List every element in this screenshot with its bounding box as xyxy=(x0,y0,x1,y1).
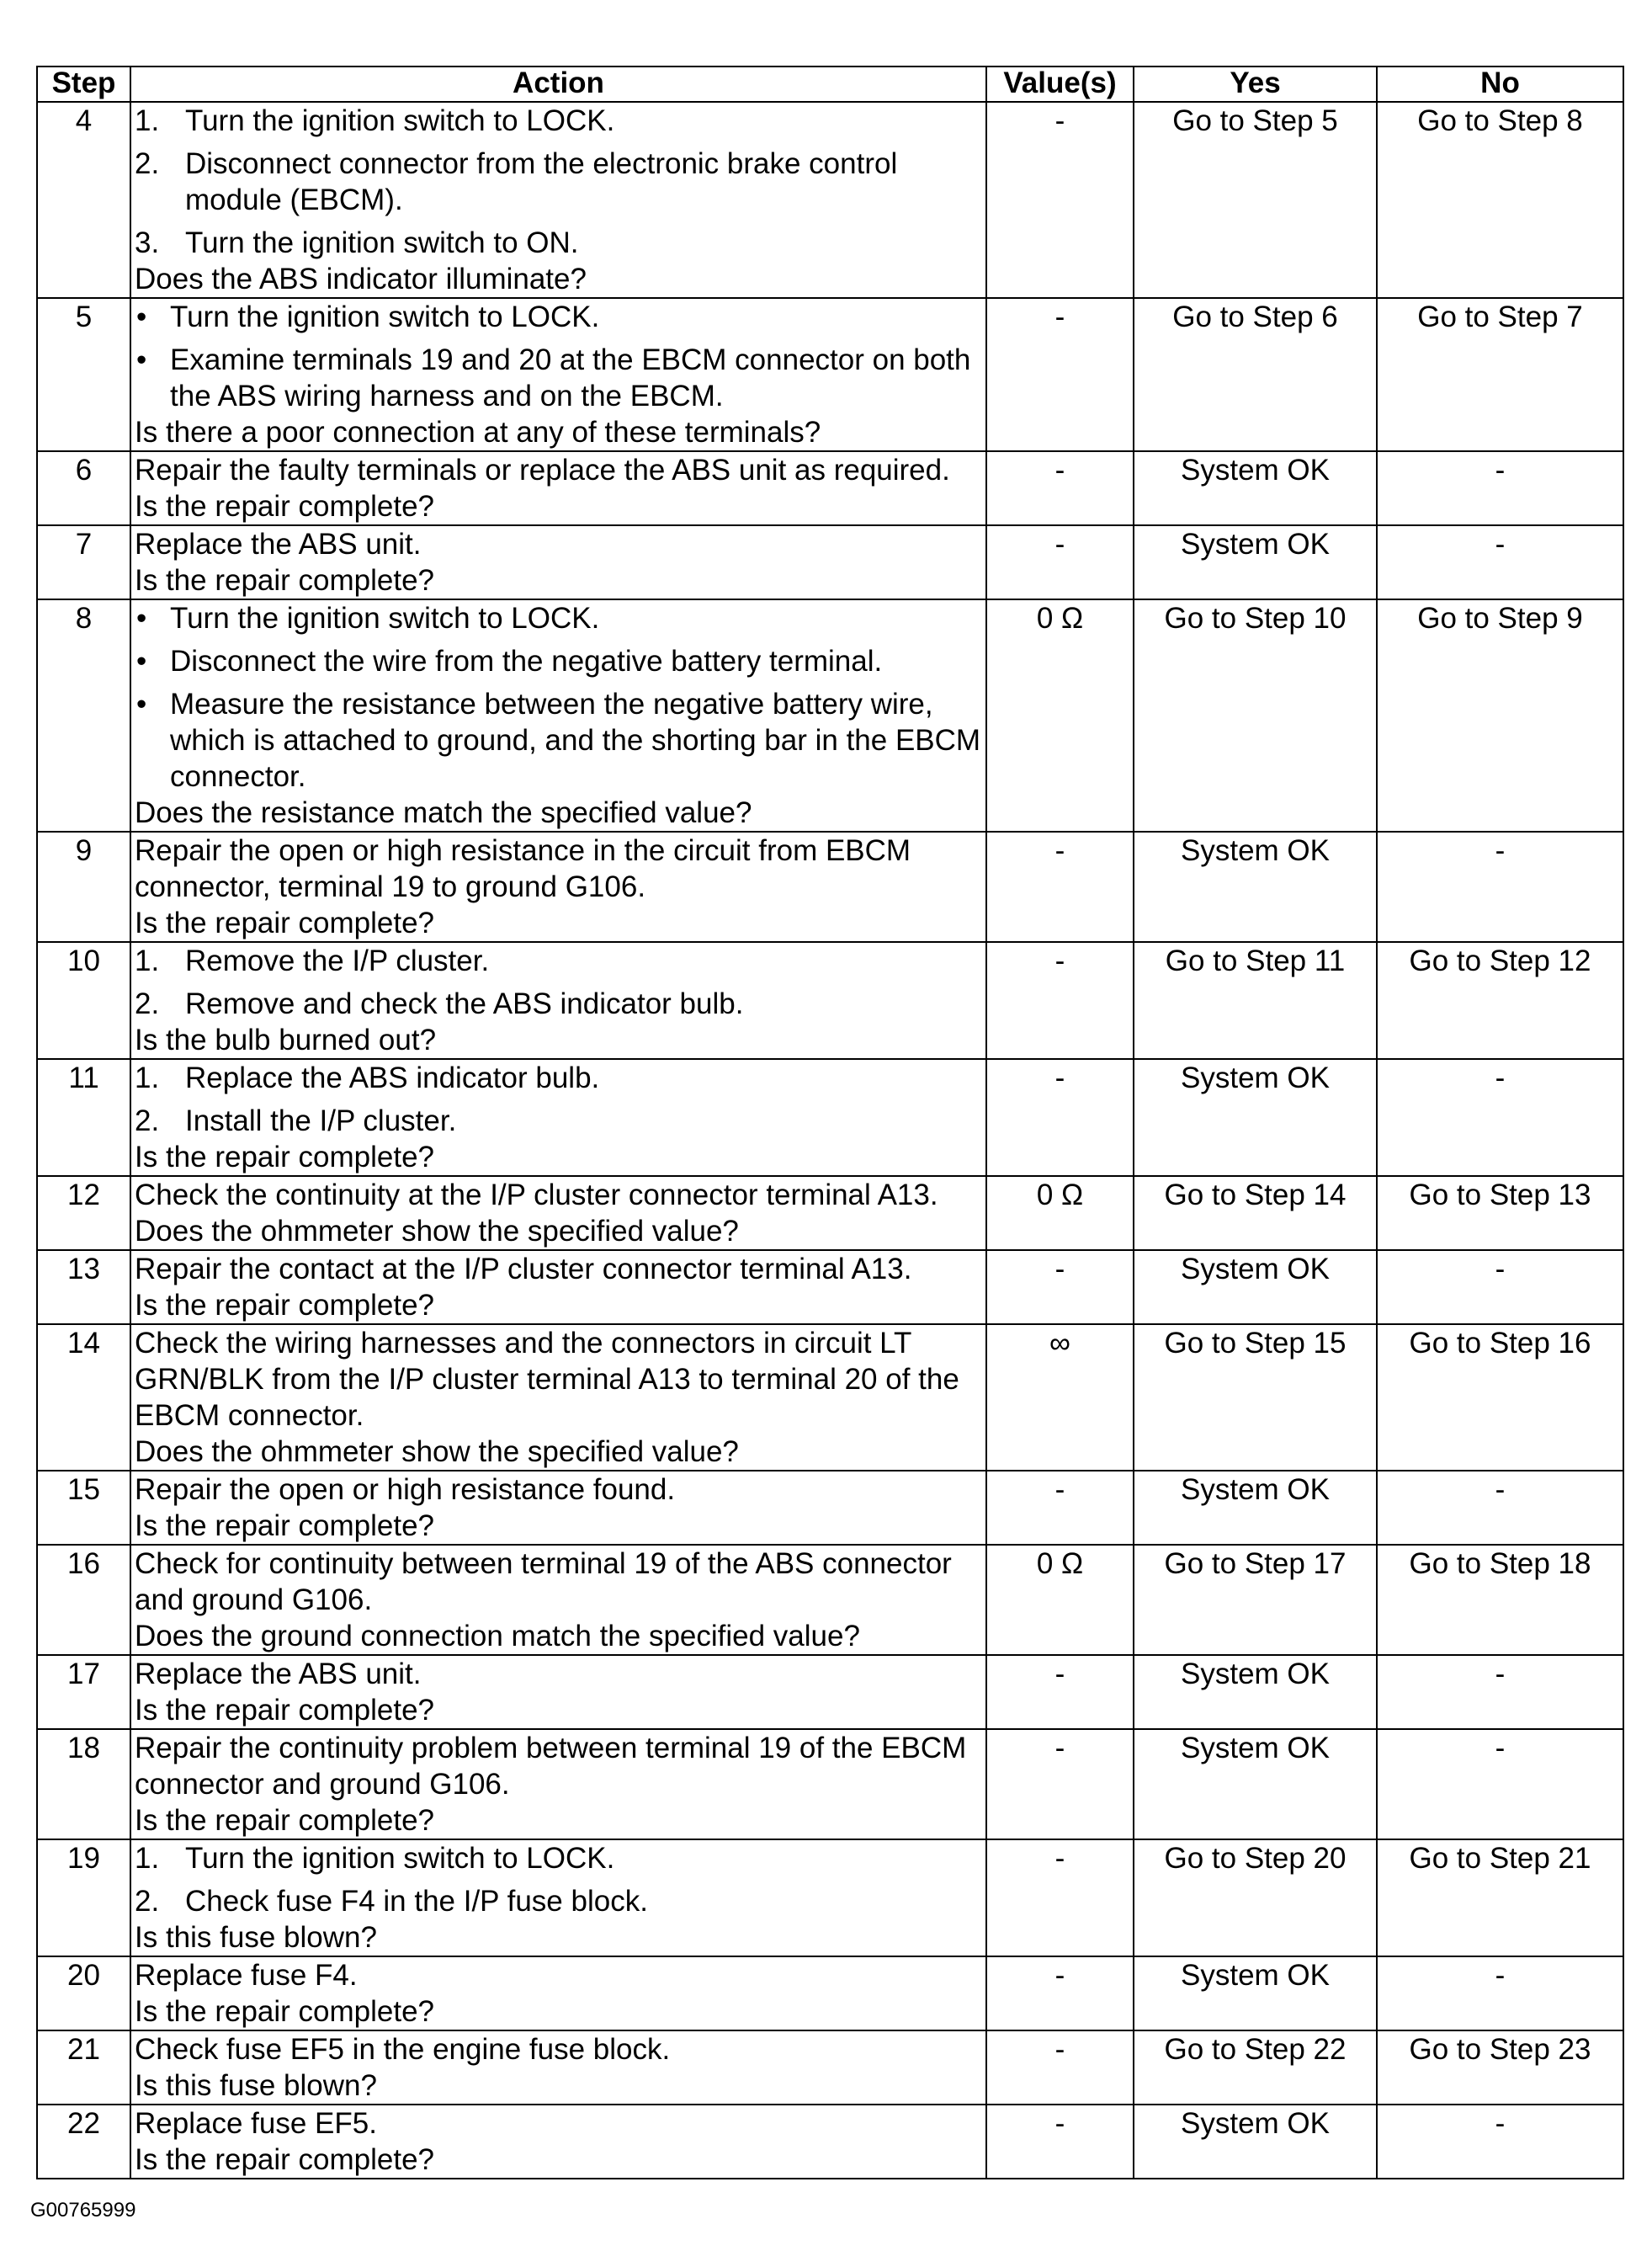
action-cell xyxy=(130,298,986,451)
item-number: 3. xyxy=(135,226,160,259)
header-yes: Yes xyxy=(1134,67,1377,102)
step-number: 18 xyxy=(37,1729,130,1839)
value-cell: 0 Ω xyxy=(986,1545,1134,1655)
action-question: Is the repair complete? xyxy=(135,1289,435,1322)
yes-cell: System OK xyxy=(1134,1729,1377,1839)
action-cell xyxy=(130,2105,986,2179)
table-row xyxy=(37,525,1623,599)
action-cell xyxy=(130,525,986,599)
table-row xyxy=(37,1655,1623,1729)
action-text: Repair the continuity problem between terminal 19 of the EBCM connector and ground G106. xyxy=(135,1732,975,1801)
action-list-item xyxy=(135,1840,982,1876)
value-cell: - xyxy=(986,1839,1134,1956)
table-row xyxy=(37,832,1623,942)
table-row xyxy=(37,451,1623,525)
no-cell: Go to Step 23 xyxy=(1377,2030,1623,2105)
action-question: Is there a poor connection at any of these terminals? xyxy=(135,416,821,449)
action-text: Check the wiring harnesses and the connectors in circuit LT GRN/BLK from the I/P cluster terminal A13 to terminal 20 of the EBCM connector. xyxy=(135,1327,968,1432)
action-question: Does the ohmmeter show the specified value? xyxy=(135,1435,739,1468)
action-cell xyxy=(130,451,986,525)
no-cell: Go to Step 16 xyxy=(1377,1324,1623,1471)
table-row xyxy=(37,102,1623,298)
action-cell xyxy=(130,2030,986,2105)
step-number: 5 xyxy=(37,298,130,451)
no-cell: - xyxy=(1377,2105,1623,2179)
action-cell xyxy=(130,832,986,942)
yes-cell: Go to Step 14 xyxy=(1134,1176,1377,1250)
action-question: Is the bulb burned out? xyxy=(135,1024,437,1056)
step-number: 10 xyxy=(37,942,130,1059)
step-number: 6 xyxy=(37,451,130,525)
action-list-item xyxy=(135,146,982,218)
no-cell: - xyxy=(1377,1729,1623,1839)
yes-cell: System OK xyxy=(1134,1250,1377,1324)
header-values: Value(s) xyxy=(986,67,1134,102)
action-list-item xyxy=(135,342,982,414)
yes-cell: System OK xyxy=(1134,451,1377,525)
step-number: 7 xyxy=(37,525,130,599)
action-item-text: Disconnect connector from the electronic brake control module (EBCM). xyxy=(185,147,898,216)
step-number: 15 xyxy=(37,1471,130,1545)
action-question: Is the repair complete? xyxy=(135,1694,435,1727)
step-number: 13 xyxy=(37,1250,130,1324)
item-number: 1. xyxy=(135,1842,160,1875)
action-list-item xyxy=(135,103,982,139)
action-item-text: Turn the ignition switch to LOCK. xyxy=(170,301,600,333)
action-cell xyxy=(130,1839,986,1956)
action-text: Check for continuity between terminal 19 of the ABS connector and ground G106. xyxy=(135,1547,960,1616)
action-question: Is the repair complete? xyxy=(135,2143,435,2176)
no-cell: Go to Step 18 xyxy=(1377,1545,1623,1655)
item-number: 2. xyxy=(135,147,160,180)
yes-cell: Go to Step 20 xyxy=(1134,1839,1377,1956)
action-item-text: Check fuse F4 in the I/P fuse block. xyxy=(185,1885,648,1918)
figure-id: G00765999 xyxy=(30,2199,136,2222)
table-row xyxy=(37,1176,1623,1250)
step-number: 9 xyxy=(37,832,130,942)
value-cell: 0 Ω xyxy=(986,599,1134,832)
action-question: Does the ohmmeter show the specified value? xyxy=(135,1215,739,1248)
step-number: 17 xyxy=(37,1655,130,1729)
table-row xyxy=(37,599,1623,832)
action-cell xyxy=(130,1324,986,1471)
value-cell: - xyxy=(986,102,1134,298)
action-item-text: Turn the ignition switch to LOCK. xyxy=(170,602,600,635)
yes-cell: Go to Step 22 xyxy=(1134,2030,1377,2105)
action-item-text: Install the I/P cluster. xyxy=(185,1104,457,1137)
no-cell: Go to Step 7 xyxy=(1377,298,1623,451)
action-list-item xyxy=(135,943,982,979)
value-cell: - xyxy=(986,1729,1134,1839)
table-row xyxy=(37,1250,1623,1324)
no-cell: - xyxy=(1377,832,1623,942)
value-cell: - xyxy=(986,1250,1134,1324)
action-item-text: Turn the ignition switch to ON. xyxy=(185,226,579,259)
action-item-text: Examine terminals 19 and 20 at the EBCM connector on both the ABS wiring harness and on the EBCM. xyxy=(170,343,971,412)
action-question: Is this fuse blown? xyxy=(135,2069,377,2102)
action-cell xyxy=(130,102,986,298)
yes-cell: System OK xyxy=(1134,1655,1377,1729)
diagnostic-table xyxy=(36,66,1624,2179)
value-cell: - xyxy=(986,1471,1134,1545)
action-list-item xyxy=(135,299,982,335)
action-cell xyxy=(130,942,986,1059)
action-text: Replace the ABS unit. xyxy=(135,1658,422,1690)
header-step: Step xyxy=(37,67,130,102)
action-item-text: Replace the ABS indicator bulb. xyxy=(185,1062,600,1094)
bullet-icon: • xyxy=(136,301,147,333)
step-number: 14 xyxy=(37,1324,130,1471)
value-cell: - xyxy=(986,2030,1134,2105)
table-row xyxy=(37,1729,1623,1839)
table-row xyxy=(37,298,1623,451)
step-number: 21 xyxy=(37,2030,130,2105)
value-cell: - xyxy=(986,1956,1134,2030)
action-list-item xyxy=(135,600,982,636)
action-cell xyxy=(130,1545,986,1655)
action-cell xyxy=(130,1176,986,1250)
no-cell: - xyxy=(1377,525,1623,599)
no-cell: - xyxy=(1377,1655,1623,1729)
action-item-text: Turn the ignition switch to LOCK. xyxy=(185,104,615,137)
table-row xyxy=(37,1545,1623,1655)
step-number: 8 xyxy=(37,599,130,832)
value-cell: - xyxy=(986,2105,1134,2179)
action-cell xyxy=(130,1059,986,1176)
action-text: Replace the ABS unit. xyxy=(135,528,422,561)
step-number: 4 xyxy=(37,102,130,298)
header-no: No xyxy=(1377,67,1623,102)
action-question: Is the repair complete? xyxy=(135,1141,435,1173)
yes-cell: System OK xyxy=(1134,2105,1377,2179)
value-cell: - xyxy=(986,298,1134,451)
action-list-item xyxy=(135,686,982,795)
yes-cell: Go to Step 10 xyxy=(1134,599,1377,832)
yes-cell: Go to Step 11 xyxy=(1134,942,1377,1059)
value-cell: - xyxy=(986,832,1134,942)
action-item-text: Remove the I/P cluster. xyxy=(185,945,490,977)
action-text: Repair the open or high resistance in the circuit from EBCM connector, terminal 19 to ground G106. xyxy=(135,834,919,903)
table-row xyxy=(37,1324,1623,1471)
value-cell: - xyxy=(986,1655,1134,1729)
yes-cell: Go to Step 17 xyxy=(1134,1545,1377,1655)
value-cell: - xyxy=(986,451,1134,525)
action-question: Does the ABS indicator illuminate? xyxy=(135,263,587,295)
no-cell: - xyxy=(1377,451,1623,525)
action-list-item xyxy=(135,643,982,679)
value-cell: - xyxy=(986,525,1134,599)
action-question: Is the repair complete? xyxy=(135,1509,435,1542)
action-question: Is the repair complete? xyxy=(135,1995,435,2028)
yes-cell: System OK xyxy=(1134,1956,1377,2030)
action-question: Is this fuse blown? xyxy=(135,1921,377,1954)
step-number: 22 xyxy=(37,2105,130,2179)
no-cell: Go to Step 13 xyxy=(1377,1176,1623,1250)
no-cell: Go to Step 12 xyxy=(1377,942,1623,1059)
yes-cell: System OK xyxy=(1134,1471,1377,1545)
bullet-icon: • xyxy=(136,688,147,721)
table-body xyxy=(37,102,1623,2179)
yes-cell: Go to Step 6 xyxy=(1134,298,1377,451)
action-question: Is the repair complete? xyxy=(135,1804,435,1837)
value-cell: ∞ xyxy=(986,1324,1134,1471)
value-cell: 0 Ω xyxy=(986,1176,1134,1250)
bullet-icon: • xyxy=(136,343,147,376)
yes-cell: Go to Step 5 xyxy=(1134,102,1377,298)
step-number: 12 xyxy=(37,1176,130,1250)
action-list-item xyxy=(135,986,982,1022)
action-item-text: Remove and check the ABS indicator bulb. xyxy=(185,987,744,1020)
header-action: Action xyxy=(130,67,986,102)
action-question: Does the ground connection match the specified value? xyxy=(135,1620,860,1652)
action-text: Replace fuse EF5. xyxy=(135,2107,377,2140)
table-row xyxy=(37,942,1623,1059)
no-cell: - xyxy=(1377,1250,1623,1324)
action-text: Repair the contact at the I/P cluster connector terminal A13. xyxy=(135,1253,912,1285)
step-number: 11 xyxy=(37,1059,130,1176)
value-cell: - xyxy=(986,1059,1134,1176)
item-number: 2. xyxy=(135,1104,160,1137)
step-number: 20 xyxy=(37,1956,130,2030)
bullet-icon: • xyxy=(136,645,147,678)
action-list-item xyxy=(135,1883,982,1919)
yes-cell: Go to Step 15 xyxy=(1134,1324,1377,1471)
action-question: Is the repair complete? xyxy=(135,564,435,597)
no-cell: - xyxy=(1377,1956,1623,2030)
value-cell: - xyxy=(986,942,1134,1059)
yes-cell: System OK xyxy=(1134,525,1377,599)
action-list-item xyxy=(135,1060,982,1096)
bullet-icon: • xyxy=(136,602,147,635)
no-cell: Go to Step 9 xyxy=(1377,599,1623,832)
action-list-item xyxy=(135,225,982,261)
item-number: 2. xyxy=(135,987,160,1020)
header-row xyxy=(37,67,1623,102)
yes-cell: System OK xyxy=(1134,1059,1377,1176)
action-text: Repair the open or high resistance found. xyxy=(135,1473,676,1506)
action-text: Replace fuse F4. xyxy=(135,1959,358,1992)
action-cell xyxy=(130,1250,986,1324)
action-question: Is the repair complete? xyxy=(135,490,435,523)
action-text: Check fuse EF5 in the engine fuse block. xyxy=(135,2033,671,2066)
action-cell xyxy=(130,1655,986,1729)
action-list-item xyxy=(135,1103,982,1139)
table-row xyxy=(37,1059,1623,1176)
step-number: 16 xyxy=(37,1545,130,1655)
item-number: 2. xyxy=(135,1885,160,1918)
table-row xyxy=(37,2030,1623,2105)
table-row xyxy=(37,1471,1623,1545)
action-cell xyxy=(130,599,986,832)
action-text: Repair the faulty terminals or replace the ABS unit as required. xyxy=(135,454,950,487)
no-cell: - xyxy=(1377,1471,1623,1545)
item-number: 1. xyxy=(135,1062,160,1094)
action-item-text: Disconnect the wire from the negative battery terminal. xyxy=(170,645,883,678)
action-question: Is the repair complete? xyxy=(135,907,435,939)
table-row xyxy=(37,1956,1623,2030)
action-text: Check the continuity at the I/P cluster connector terminal A13. xyxy=(135,1179,938,1211)
action-question: Does the resistance match the specified value? xyxy=(135,796,752,829)
no-cell: Go to Step 8 xyxy=(1377,102,1623,298)
no-cell: - xyxy=(1377,1059,1623,1176)
action-cell xyxy=(130,1956,986,2030)
item-number: 1. xyxy=(135,945,160,977)
action-cell xyxy=(130,1471,986,1545)
no-cell: Go to Step 21 xyxy=(1377,1839,1623,1956)
table-row xyxy=(37,2105,1623,2179)
item-number: 1. xyxy=(135,104,160,137)
action-item-text: Measure the resistance between the negative battery wire, which is attached to ground, and the shorting bar in the EBCM connector. xyxy=(170,688,981,793)
table-row xyxy=(37,1839,1623,1956)
yes-cell: System OK xyxy=(1134,832,1377,942)
step-number: 19 xyxy=(37,1839,130,1956)
action-item-text: Turn the ignition switch to LOCK. xyxy=(185,1842,615,1875)
action-cell xyxy=(130,1729,986,1839)
